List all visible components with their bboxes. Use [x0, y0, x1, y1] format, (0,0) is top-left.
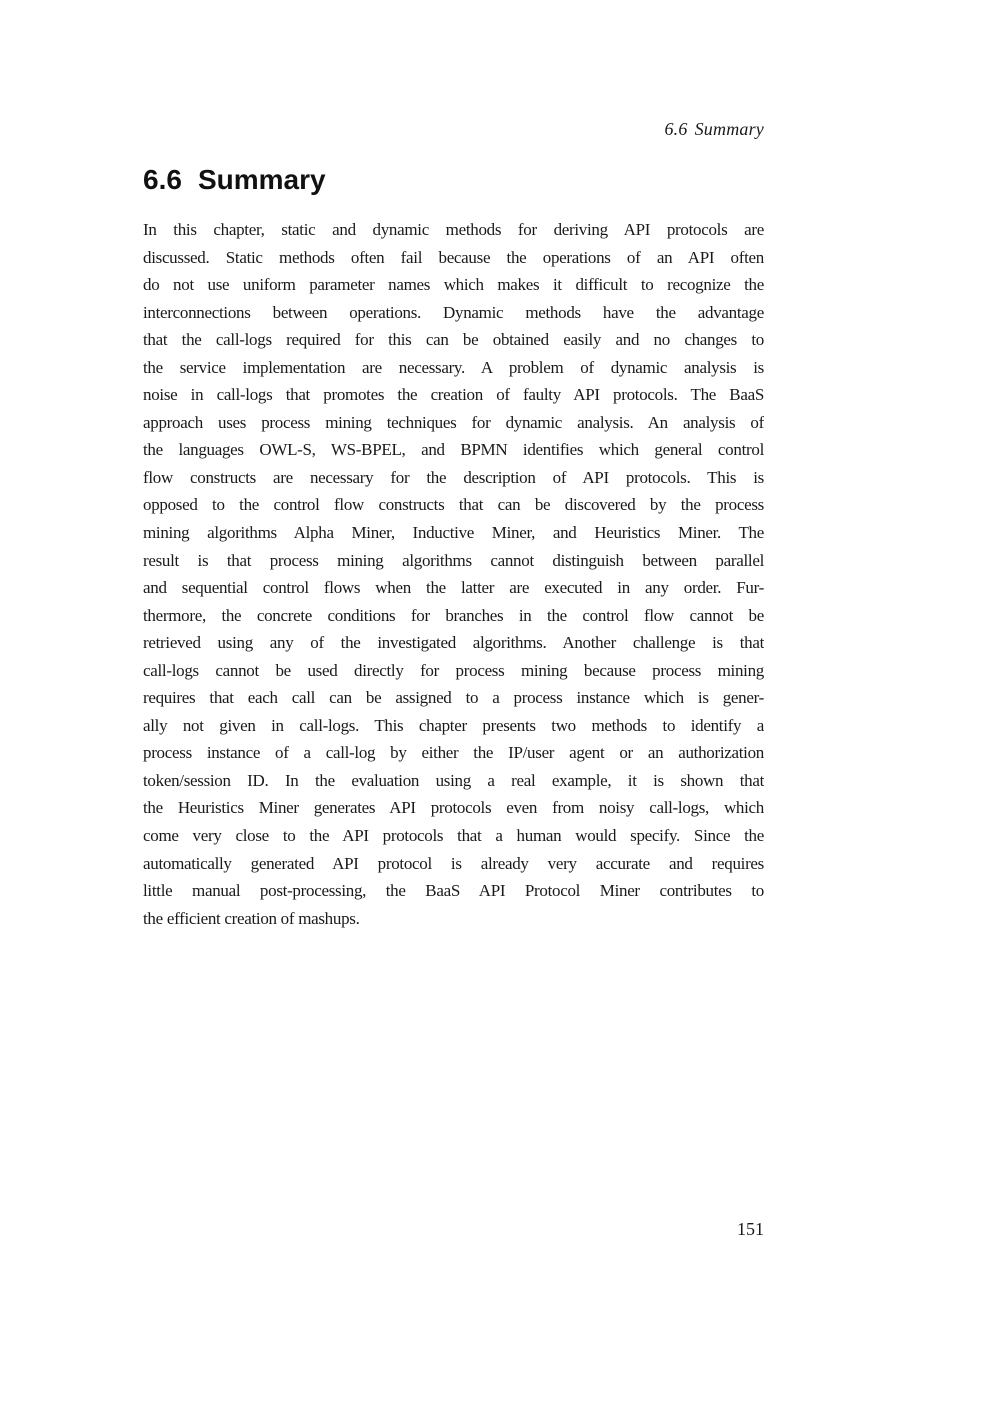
- paragraph-line: call-logs cannot be used directly for process mining because process mining: [143, 660, 764, 680]
- paragraph-line: and sequential control flows when the latter are executed in any order. Fur-: [143, 578, 764, 598]
- paragraph-line: little manual post-processing, the BaaS API Protocol Miner contributes to: [143, 881, 764, 901]
- paragraph-line: result is that process mining algorithms cannot distinguish between parallel: [143, 550, 764, 570]
- paragraph-line: the service implementation are necessary. A problem of dynamic analysis is: [143, 357, 764, 377]
- paragraph-line: requires that each call can be assigned to a process instance which is gener-: [143, 688, 764, 708]
- paragraph-line: do not use uniform parameter names which makes it difficult to recognize the: [143, 275, 764, 295]
- paragraph-line: the efficient creation of mashups.: [143, 908, 360, 928]
- section-heading-title: Summary: [197, 164, 326, 195]
- paragraph-line: mining algorithms Alpha Miner, Inductive Miner, and Heuristics Miner. The: [143, 523, 764, 543]
- paragraph-line: approach uses process mining techniques for dynamic analysis. An analysis of: [143, 412, 764, 432]
- paragraph-line: the languages OWL-S, WS-BPEL, and BPMN identifies which general control: [143, 440, 764, 460]
- body-paragraph: [143, 216, 764, 932]
- paragraph-line: ally not given in call-logs. This chapter presents two methods to identify a: [143, 715, 764, 735]
- paragraph-line: interconnections between operations. Dynamic methods have the advantage: [143, 302, 764, 322]
- paragraph-line: automatically generated API protocol is already very accurate and requires: [143, 853, 764, 873]
- section-heading: [143, 164, 326, 196]
- paragraph-line: noise in call-logs that promotes the creation of faulty API protocols. The BaaS: [143, 385, 764, 405]
- paragraph-line: opposed to the control flow constructs that can be discovered by the process: [143, 495, 764, 515]
- paragraph-line: that the call-logs required for this can be obtained easily and no changes to: [143, 330, 764, 350]
- paragraph-line: thermore, the concrete conditions for branches in the control flow cannot be: [143, 605, 764, 625]
- paragraph-line: In this chapter, static and dynamic methods for deriving API protocols are: [143, 220, 764, 239]
- page-number: 151: [737, 1219, 764, 1239]
- running-header: [143, 119, 764, 140]
- paragraph-line: retrieved using any of the investigated algorithms. Another challenge is that: [143, 633, 764, 653]
- paragraph-line: flow constructs are necessary for the description of API protocols. This is: [143, 467, 764, 487]
- paragraph-line: token/session ID. In the evaluation using a real example, it is shown that: [143, 770, 764, 790]
- running-header-section-number: 6.6: [664, 119, 688, 139]
- paragraph-line: come very close to the API protocols that a human would specify. Since the: [143, 826, 764, 846]
- paragraph-line: process instance of a call-log by either the IP/user agent or an authorization: [143, 743, 764, 763]
- running-header-section-title: Summary: [694, 119, 764, 139]
- section-heading-number: 6.6: [143, 164, 182, 195]
- paragraph-line: the Heuristics Miner generates API protocols even from noisy call-logs, which: [143, 798, 764, 818]
- paragraph-line: discussed. Static methods often fail because the operations of an API often: [143, 247, 764, 267]
